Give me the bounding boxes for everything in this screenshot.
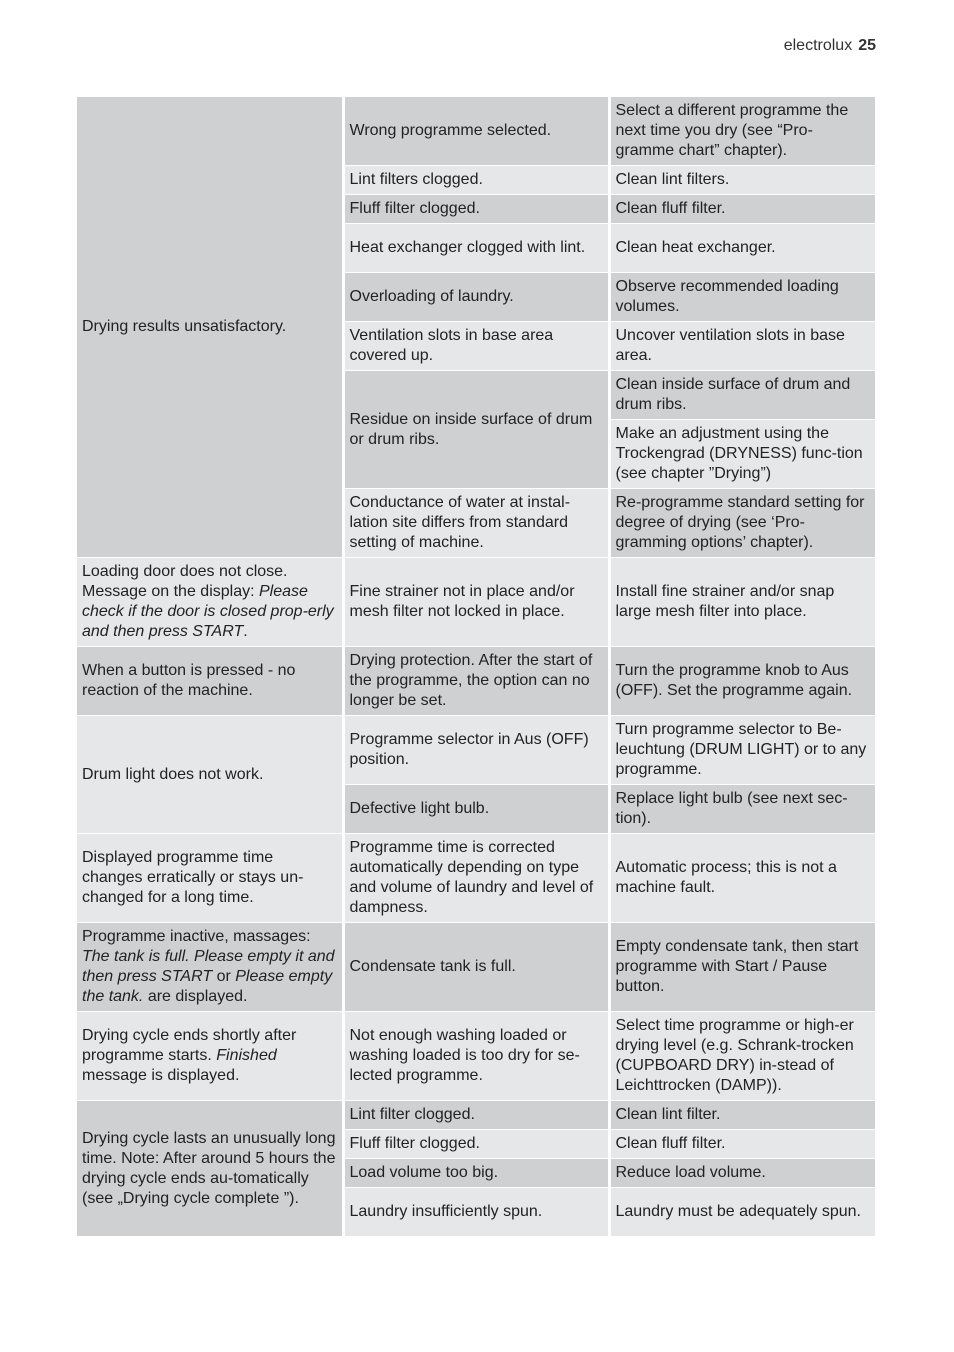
- remedy-cell: Clean inside surface of drum and drum ribs.: [609, 371, 875, 420]
- remedy-cell: Reduce load volume.: [609, 1159, 875, 1188]
- cause-cell: Condensate tank is full.: [343, 923, 609, 1012]
- symptom-cell: Loading door does not close. Message on the display: Please check if the door is closed prop-erly and then press START.: [77, 558, 343, 647]
- cause-cell: Ventilation slots in base area covered up.: [343, 322, 609, 371]
- cause-cell: Wrong programme selected.: [343, 97, 609, 166]
- cause-cell: Defective light bulb.: [343, 785, 609, 834]
- cause-cell: Drying protection. After the start of the programme, the option can no longer be set.: [343, 647, 609, 716]
- brand-name: electrolux: [783, 37, 853, 54]
- remedy-cell: Turn programme selector to Be-leuchtung (DRUM LIGHT) or to any programme.: [609, 716, 875, 785]
- remedy-cell: Re-programme standard setting for degree of drying (see ‘Pro-gramming options’ chapter).: [609, 489, 875, 558]
- remedy-cell: Select time programme or high-er drying level (e.g. Schrank-trocken (CUPBOARD DRY) in-stead of Leichttrocken (DAMP)).: [609, 1012, 875, 1101]
- remedy-cell: Clean fluff filter.: [609, 195, 875, 224]
- symptom-cell: Drying cycle ends shortly after programme starts. Finished message is displayed.: [77, 1012, 343, 1101]
- remedy-cell: Clean fluff filter.: [609, 1130, 875, 1159]
- cause-cell: Load volume too big.: [343, 1159, 609, 1188]
- cause-cell: Lint filters clogged.: [343, 166, 609, 195]
- cause-cell: Fine strainer not in place and/or mesh filter not locked in place.: [343, 558, 609, 647]
- symptom-cell: Drum light does not work.: [77, 716, 343, 834]
- table-row: [77, 647, 875, 716]
- table-row: [77, 1101, 875, 1130]
- remedy-cell: Clean lint filters.: [609, 166, 875, 195]
- remedy-cell: Replace light bulb (see next sec-tion).: [609, 785, 875, 834]
- cause-cell: Fluff filter clogged.: [343, 195, 609, 224]
- cause-cell: Residue on inside surface of drum or drum ribs.: [343, 371, 609, 489]
- remedy-cell: Select a different programme the next time you dry (see “Pro-gramme chart” chapter).: [609, 97, 875, 166]
- cause-cell: Not enough washing loaded or washing loaded is too dry for se-lected programme.: [343, 1012, 609, 1101]
- cause-cell: Lint filter clogged.: [343, 1101, 609, 1130]
- remedy-cell: Make an adjustment using the Trockengrad (DRYNESS) func-tion (see chapter ”Drying”): [609, 420, 875, 489]
- cause-cell: Fluff filter clogged.: [343, 1130, 609, 1159]
- symptom-cell: Displayed programme time changes erratically or stays un-changed for a long time.: [77, 834, 343, 923]
- table-row: [77, 716, 875, 785]
- remedy-cell: Turn the programme knob to Aus (OFF). Set the programme again.: [609, 647, 875, 716]
- remedy-cell: Uncover ventilation slots in base area.: [609, 322, 875, 371]
- cause-cell: Programme selector in Aus (OFF) position.: [343, 716, 609, 785]
- remedy-cell: Laundry must be adequately spun.: [609, 1188, 875, 1237]
- cause-cell: Overloading of laundry.: [343, 273, 609, 322]
- symptom-cell: Programme inactive, massages: The tank is full. Please empty it and then press START or Please empty the tank. are displayed.: [77, 923, 343, 1012]
- remedy-cell: Observe recommended loading volumes.: [609, 273, 875, 322]
- page-number: 25: [858, 37, 876, 54]
- table-row: [77, 1012, 875, 1101]
- cause-cell: Heat exchanger clogged with lint.: [343, 224, 609, 273]
- table-row: [77, 558, 875, 647]
- table-row: [77, 834, 875, 923]
- table-row: [77, 923, 875, 1012]
- cause-cell: Conductance of water at instal-lation site differs from standard setting of machine.: [343, 489, 609, 558]
- symptom-cell: Drying cycle lasts an unusually long time. Note: After around 5 hours the drying cycle ends au-tomatically (see „Drying cycle complete ”).: [77, 1101, 343, 1237]
- table-row: [77, 97, 875, 166]
- cause-cell: Laundry insufficiently spun.: [343, 1188, 609, 1237]
- remedy-cell: Clean heat exchanger.: [609, 224, 875, 273]
- remedy-cell: Automatic process; this is not a machine fault.: [609, 834, 875, 923]
- symptom-cell: Drying results unsatisfactory.: [77, 97, 343, 558]
- remedy-cell: Install fine strainer and/or snap large mesh filter into place.: [609, 558, 875, 647]
- remedy-cell: Clean lint filter.: [609, 1101, 875, 1130]
- symptom-cell: When a button is pressed - no reaction of the machine.: [77, 647, 343, 716]
- remedy-cell: Empty condensate tank, then start programme with Start / Pause button.: [609, 923, 875, 1012]
- page-header: [784, 37, 876, 55]
- troubleshooting-table: [77, 96, 875, 1237]
- cause-cell: Programme time is corrected automatically depending on type and volume of laundry and level of dampness.: [343, 834, 609, 923]
